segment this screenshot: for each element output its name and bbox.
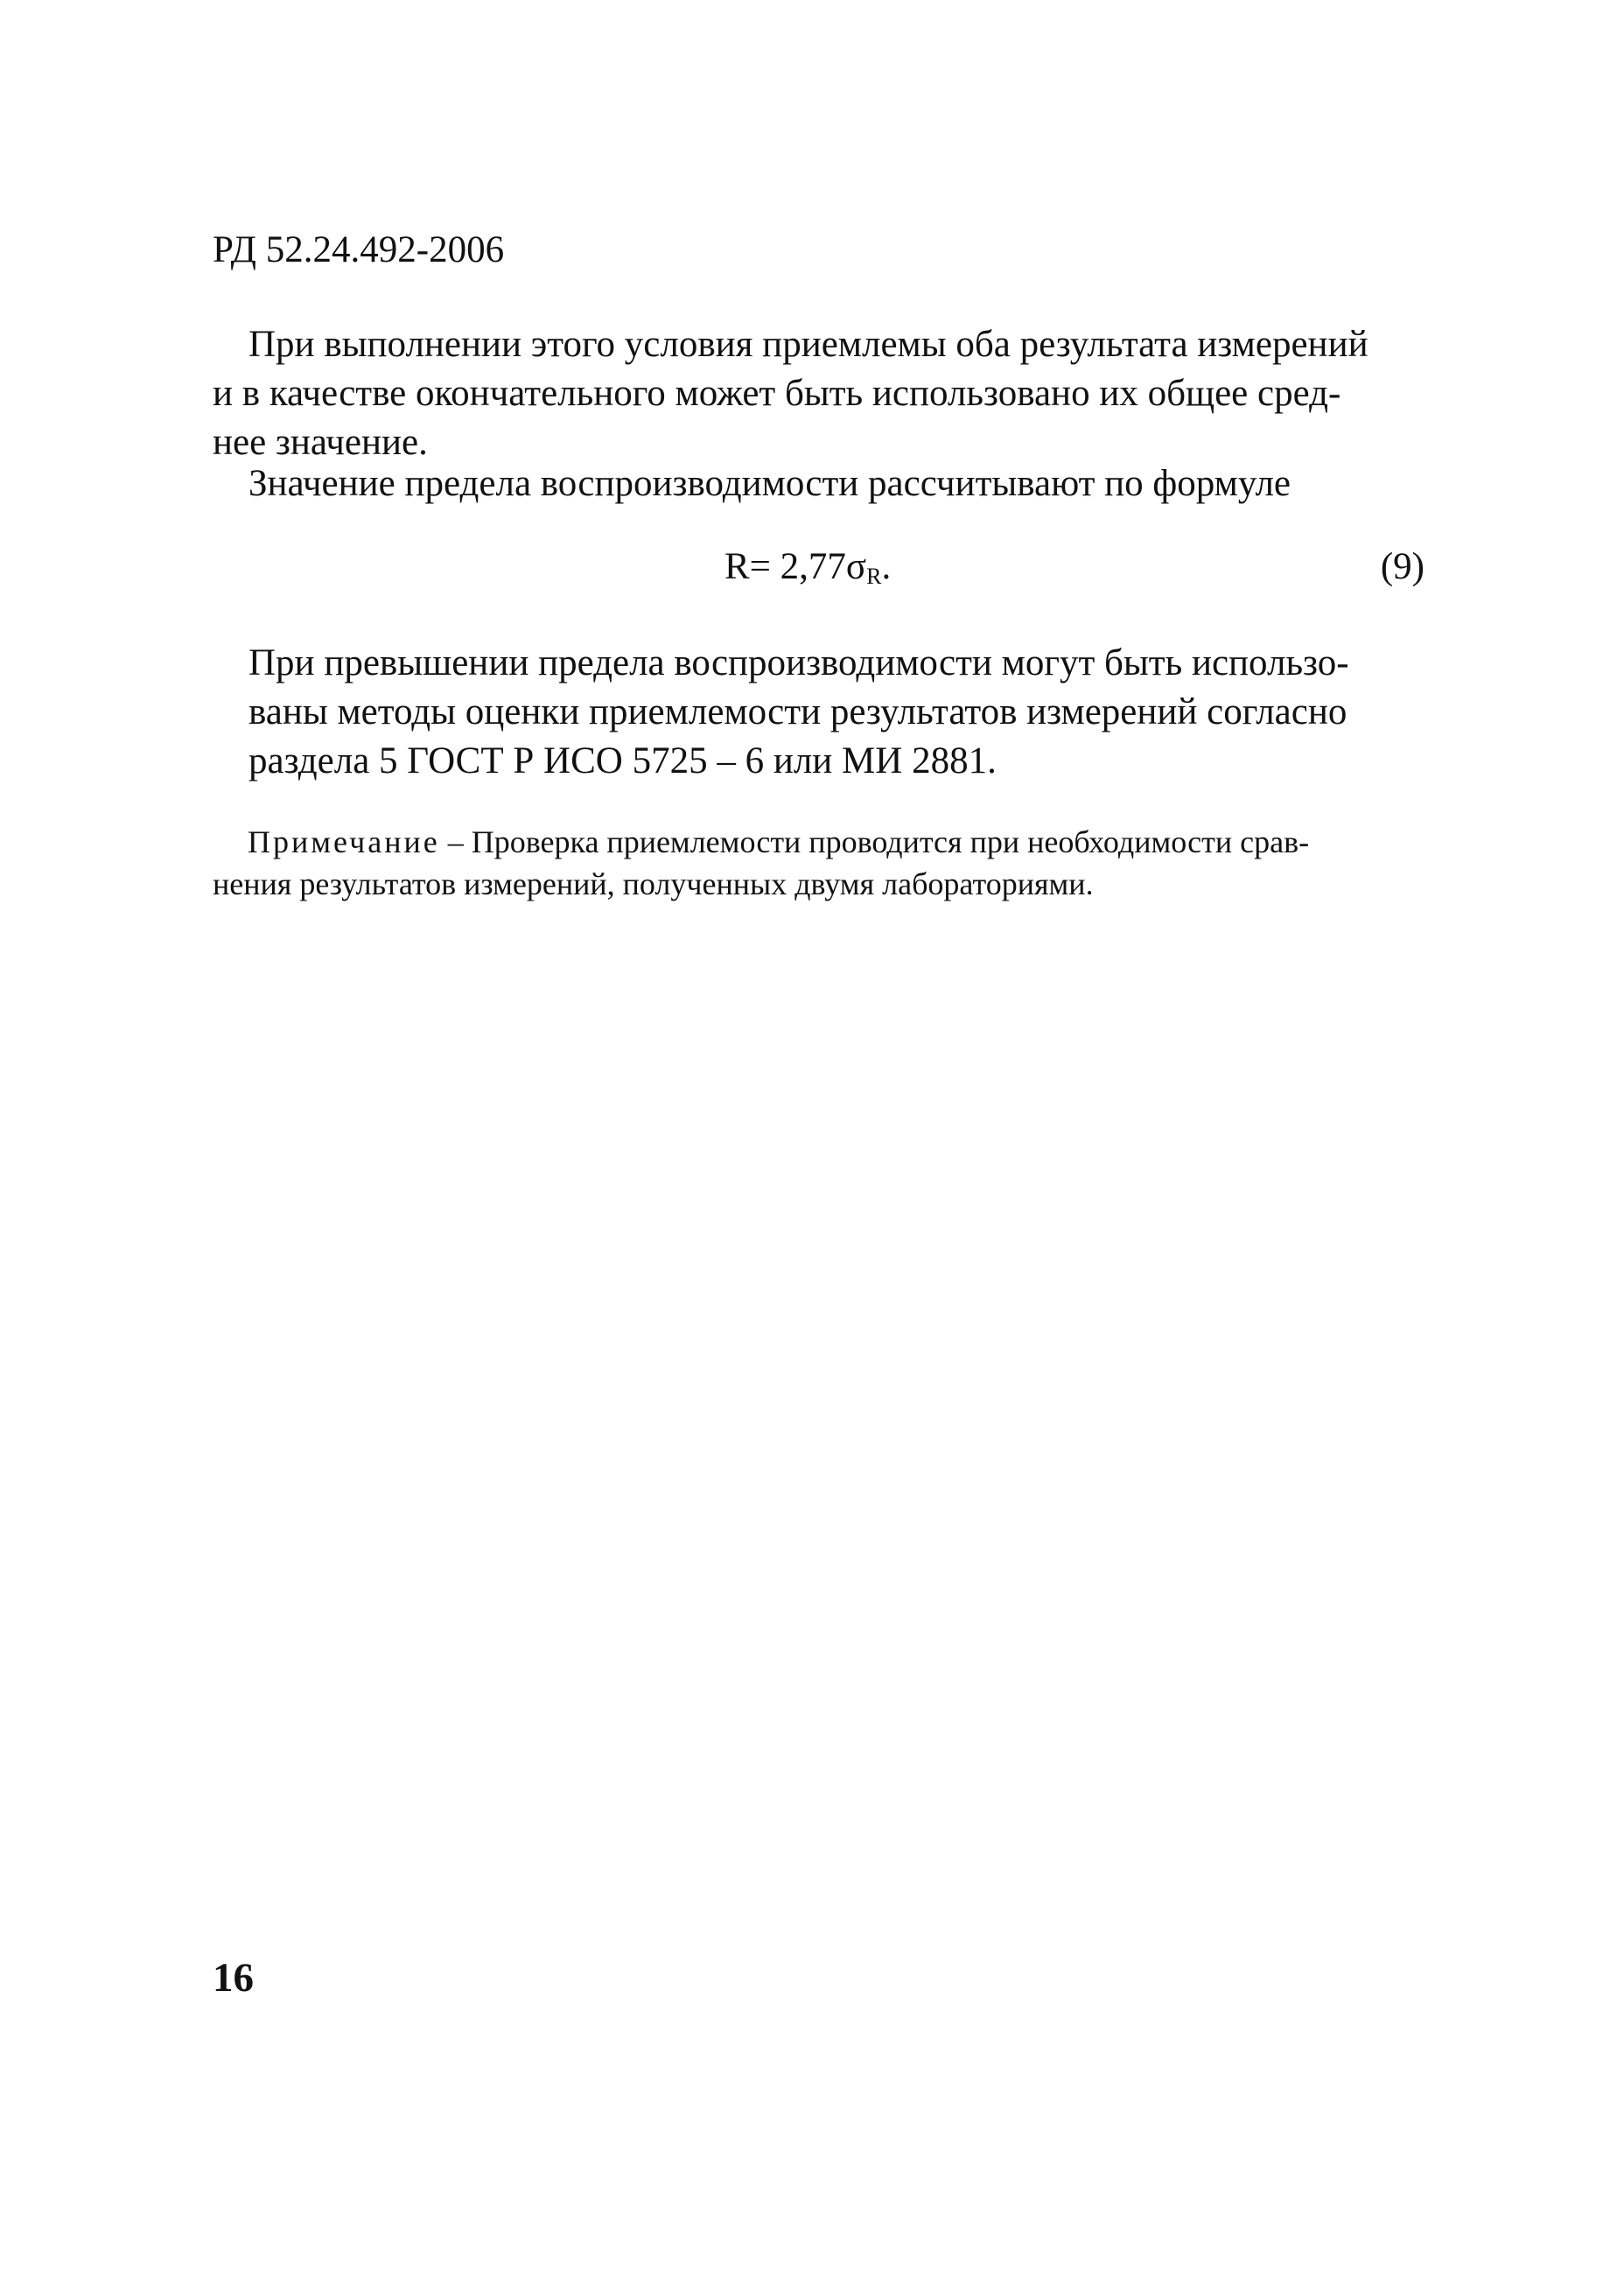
note-line: нения результатов измерений, полученных двумя лабораториями. [213,866,1094,901]
formula-reproducibility-limit [724,543,891,601]
paragraph-exceeding-limit [213,639,1424,786]
paragraph-line: ваны методы оценки приемлемости результатов измерений согласно [248,691,1348,732]
note-dash: – [439,824,472,859]
note-text: Проверка приемлемости проводится при необходимости срав- [471,824,1310,859]
formula-tail: . [881,546,892,587]
formula-subscript: R [866,564,882,589]
paragraph-line: раздела 5 ГОСТ Р ИСО 5725 – 6 или МИ 2881. [248,740,997,782]
paragraph-formula-intro: Значение предела воспроизводимости рассчитывают по формуле [248,463,1292,504]
paragraph-line: При выполнении этого условия приемлемы оба результата измерений [248,324,1368,365]
formula-main: R= 2,77σ [724,546,867,587]
document-code: РД 52.24.492-2006 [213,229,505,270]
formula-number: (9) [1380,546,1424,587]
paragraph-line: нее значение. [213,422,428,463]
note-label: Примечание [248,824,440,859]
paragraph-line: При превышении предела воспроизводимости могут быть использо- [248,642,1349,683]
note [213,821,1424,905]
page-number: 16 [213,1955,254,2001]
paragraph-acceptability [213,320,1424,467]
note-line [248,821,1424,863]
paragraph-line: и в качестве окончательного может быть использовано их общее сред- [213,373,1341,414]
